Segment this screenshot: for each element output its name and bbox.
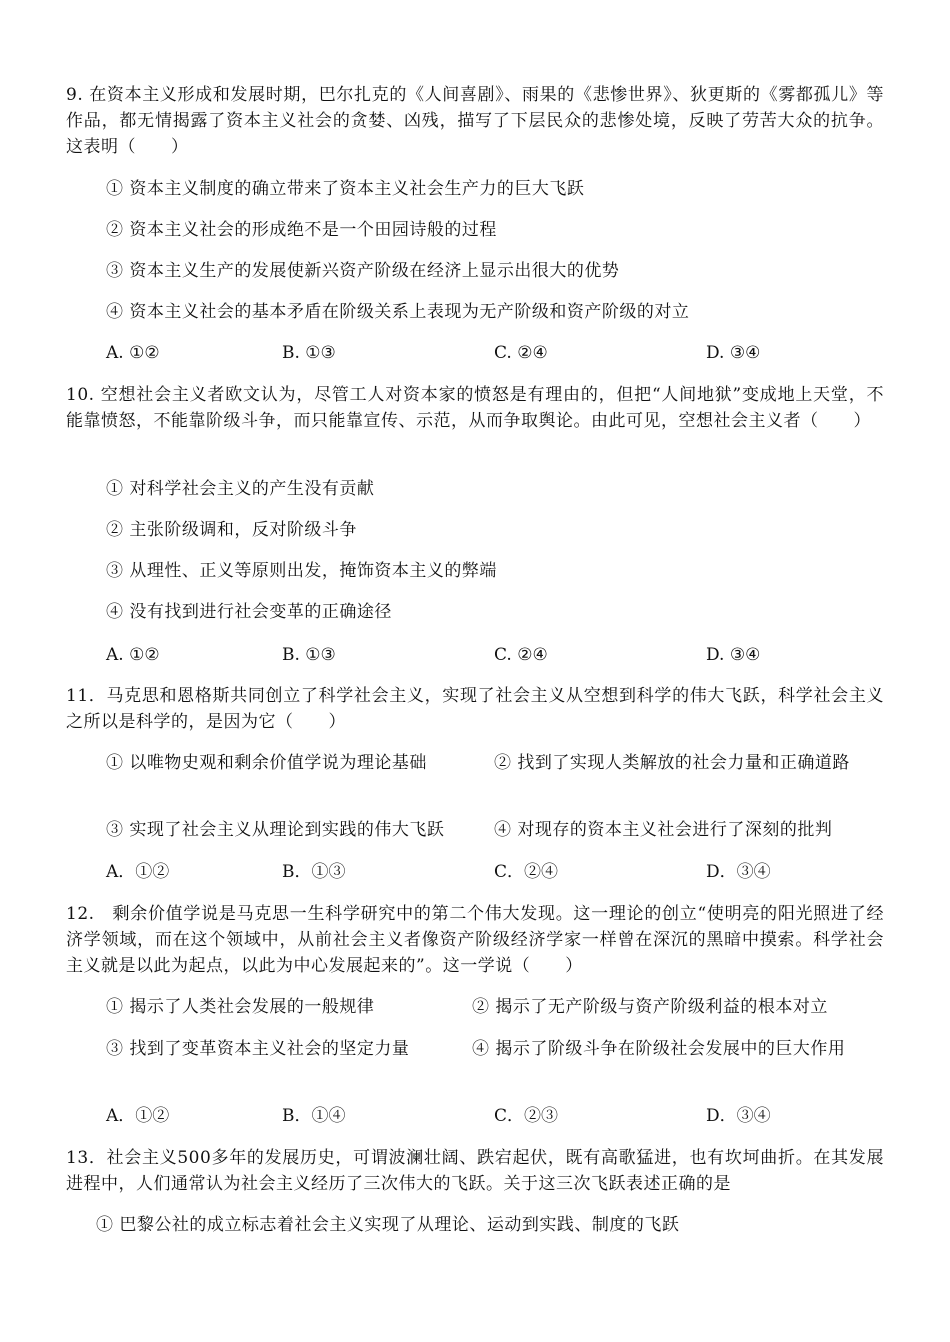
question-12-option-2: ② 揭示了无产阶级与资产阶级利益的根本对立 bbox=[472, 997, 828, 1017]
question-10-option-1: ① 对科学社会主义的产生没有贡献 bbox=[106, 479, 375, 499]
question-10-option-2: ② 主张阶级调和，反对阶级斗争 bbox=[106, 520, 357, 540]
question-12-answer-a: A．①② bbox=[106, 1106, 170, 1126]
question-10-stem: 10. 空想社会主义者欧文认为，尽管工人对资本家的愤怒是有理由的，但把“人间地狱”变成地上天堂，不能靠愤怒，不能靠阶级斗争，而只能靠宣传、示范，从而争取舆论。由此可见，空想社会主义者（ ） bbox=[66, 385, 884, 431]
question-11-answer-b: B．①③ bbox=[282, 862, 346, 882]
question-9-answer-b: B. ①③ bbox=[282, 343, 336, 363]
question-9-answer-c: C. ②④ bbox=[494, 343, 548, 363]
question-12-answer-d: D．③④ bbox=[706, 1106, 771, 1126]
question-10-answer-d: D. ③④ bbox=[706, 645, 761, 665]
question-10-option-3: ③ 从理性、正义等原则出发，掩饰资本主义的弊端 bbox=[106, 561, 497, 581]
question-11-answer-a: A．①② bbox=[106, 862, 170, 882]
question-12-stem: 12. 剩余价值学说是马克思一生科学研究中的第二个伟大发现。这一理论的创立“使明亮的阳光照进了经济学领域，而在这个领域中，从前社会主义者像资产阶级经济学家一样曾在深沉的黑暗中摸索。科学社会主义就是以此为起点，以此为中心发展起来的”。这一学说（ ） bbox=[66, 904, 884, 976]
question-9-option-1: ① 资本主义制度的确立带来了资本主义社会生产力的巨大飞跃 bbox=[106, 179, 585, 199]
question-10-answer-b: B. ①③ bbox=[282, 645, 336, 665]
question-10-answer-a: A. ①② bbox=[106, 645, 160, 665]
question-12-answer-b: B．①④ bbox=[282, 1106, 346, 1126]
question-11-stem: 11．马克思和恩格斯共同创立了科学社会主义，实现了社会主义从空想到科学的伟大飞跃，科学社会主义之所以是科学的，是因为它（ ） bbox=[66, 686, 884, 732]
question-9-answer-d: D. ③④ bbox=[706, 343, 761, 363]
question-12-option-1: ① 揭示了人类社会发展的一般规律 bbox=[106, 997, 375, 1017]
question-10-option-4: ④ 没有找到进行社会变革的正确途径 bbox=[106, 602, 392, 622]
question-10-answer-c: C. ②④ bbox=[494, 645, 548, 665]
question-11-option-1: ① 以唯物史观和剩余价值学说为理论基础 bbox=[106, 753, 427, 773]
question-9-option-4: ④ 资本主义社会的基本矛盾在阶级关系上表现为无产阶级和资产阶级的对立 bbox=[106, 302, 690, 322]
question-12-option-4: ④ 揭示了阶级斗争在阶级社会发展中的巨大作用 bbox=[472, 1039, 846, 1059]
question-13-option-1: ① 巴黎公社的成立标志着社会主义实现了从理论、运动到实践、制度的飞跃 bbox=[96, 1215, 680, 1235]
question-11-answer-d: D．③④ bbox=[706, 862, 771, 882]
question-9-answer-a: A. ①② bbox=[106, 343, 160, 363]
question-11-option-4: ④ 对现存的资本主义社会进行了深刻的批判 bbox=[494, 820, 833, 840]
question-12-answer-c: C．②③ bbox=[494, 1106, 559, 1126]
question-12-option-3: ③ 找到了变革资本主义社会的坚定力量 bbox=[106, 1039, 410, 1059]
question-9-stem: 9. 在资本主义形成和发展时期，巴尔扎克的《人间喜剧》、雨果的《悲惨世界》、狄更斯的《雾都孤儿》等作品，都无情揭露了资本主义社会的贪婪、凶残，描写了下层民众的悲惨处境，反映了劳苦大众的抗争。这表明（ ） bbox=[66, 85, 884, 157]
question-13-stem: 13．社会主义500多年的发展历史，可谓波澜壮阔、跌宕起伏，既有高歌猛进，也有坎坷曲折。在其发展进程中，人们通常认为社会主义经历了三次伟大的飞跃。关于这三次飞跃表述正确的是 bbox=[66, 1148, 884, 1194]
question-11-option-2: ② 找到了实现人类解放的社会力量和正确道路 bbox=[494, 753, 850, 773]
question-11-answer-c: C．②④ bbox=[494, 862, 559, 882]
question-9-option-2: ② 资本主义社会的形成绝不是一个田园诗般的过程 bbox=[106, 220, 497, 240]
question-11-option-3: ③ 实现了社会主义从理论到实践的伟大飞跃 bbox=[106, 820, 445, 840]
question-9-option-3: ③ 资本主义生产的发展使新兴资产阶级在经济上显示出很大的优势 bbox=[106, 261, 620, 281]
